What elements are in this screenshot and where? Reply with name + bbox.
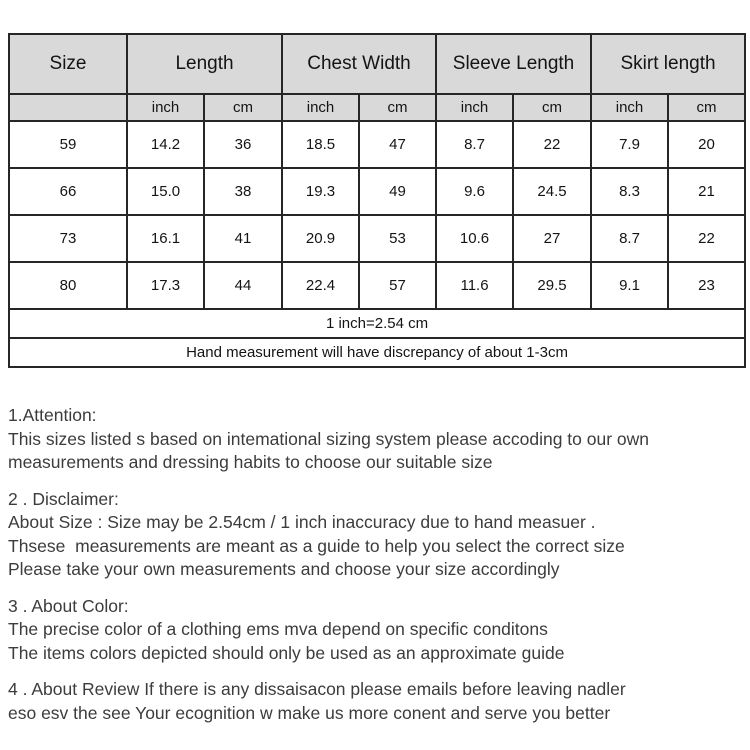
inch-conversion-note: 1 inch=2.54 cm: [9, 309, 745, 338]
table-row: [9, 262, 745, 309]
table-unit-row: [9, 94, 745, 121]
cell: 8.7: [436, 121, 513, 168]
unit-header-blank: [9, 94, 127, 121]
cell: 9.1: [591, 262, 668, 309]
note-line: measurements and dressing habits to choose our suitable size: [8, 452, 493, 472]
table-row: [9, 168, 745, 215]
size-value: 73: [9, 215, 127, 262]
cell: 20.9: [282, 215, 359, 262]
unit-header-length-cm: cm: [204, 94, 282, 121]
cell: 16.1: [127, 215, 204, 262]
note-line: 4 . About Review If there is any dissaisacon please emails before leaving nadler: [8, 679, 626, 699]
cell: 38: [204, 168, 282, 215]
size-value: 59: [9, 121, 127, 168]
cell: 53: [359, 215, 436, 262]
column-header-skirt-length: Skirt length: [591, 34, 745, 94]
cell: 47: [359, 121, 436, 168]
cell: 11.6: [436, 262, 513, 309]
cell: 49: [359, 168, 436, 215]
cell: 22: [668, 215, 745, 262]
measurement-discrepancy-note: Hand measurement will have discrepancy of about 1-3cm: [9, 338, 745, 367]
cell: 14.2: [127, 121, 204, 168]
cell: 15.0: [127, 168, 204, 215]
cell: 41: [204, 215, 282, 262]
column-header-length: Length: [127, 34, 282, 94]
note-line: Please take your own measurements and choose your size accordingly: [8, 559, 560, 579]
note-line: About Size : Size may be 2.54cm / 1 inch inaccuracy due to hand measuer .: [8, 512, 596, 532]
size-chart-table: [8, 33, 746, 368]
notes-section: [8, 404, 728, 738]
cell: 27: [513, 215, 591, 262]
note-line: The items colors depicted should only be used as an approximate guide: [8, 642, 565, 663]
cell: 10.6: [436, 215, 513, 262]
cell: 57: [359, 262, 436, 309]
cell: 20: [668, 121, 745, 168]
size-value: 66: [9, 168, 127, 215]
cell: 22.4: [282, 262, 359, 309]
cell: 44: [204, 262, 282, 309]
footnote-row: [9, 309, 745, 338]
table-row: [9, 121, 745, 168]
unit-header-skirt-cm: cm: [668, 94, 745, 121]
column-header-chest-width: Chest Width: [282, 34, 436, 94]
note-about-review: [8, 678, 728, 725]
note-line: Thsese measurements are meant as a guide to help you select the correct size: [8, 535, 625, 556]
size-value: 80: [9, 262, 127, 309]
note-title: 3 . About Color:: [8, 595, 129, 616]
cell: 23: [668, 262, 745, 309]
unit-header-length-inch: inch: [127, 94, 204, 121]
cell: 21: [668, 168, 745, 215]
footnote-row: [9, 338, 745, 367]
note-title: 2 . Disclaimer:: [8, 488, 119, 509]
unit-header-skirt-inch: inch: [591, 94, 668, 121]
cell: 24.5: [513, 168, 591, 215]
cell: 7.9: [591, 121, 668, 168]
unit-header-chest-cm: cm: [359, 94, 436, 121]
table-header-row: [9, 34, 745, 94]
cell: 8.3: [591, 168, 668, 215]
note-line: This sizes listed s based on intemational sizing system please accoding to our own: [8, 428, 650, 449]
column-header-sleeve-length: Sleeve Length: [436, 34, 591, 94]
cell: 36: [204, 121, 282, 168]
note-about-color: [8, 595, 728, 666]
unit-header-sleeve-cm: cm: [513, 94, 591, 121]
cell: 22: [513, 121, 591, 168]
note-title: 1.Attention:: [8, 405, 97, 425]
cell: 18.5: [282, 121, 359, 168]
cell: 17.3: [127, 262, 204, 309]
note-line: eso esv the see Your ecognition w make us more conent and serve you better: [8, 702, 611, 723]
cell: 8.7: [591, 215, 668, 262]
note-line: The precise color of a clothing ems mva depend on specific conditons: [8, 619, 548, 639]
note-disclaimer: [8, 488, 728, 582]
cell: 9.6: [436, 168, 513, 215]
cell: 29.5: [513, 262, 591, 309]
table-row: [9, 215, 745, 262]
unit-header-sleeve-inch: inch: [436, 94, 513, 121]
unit-header-chest-inch: inch: [282, 94, 359, 121]
cell: 19.3: [282, 168, 359, 215]
column-header-size: Size: [9, 34, 127, 94]
note-attention: [8, 404, 728, 475]
